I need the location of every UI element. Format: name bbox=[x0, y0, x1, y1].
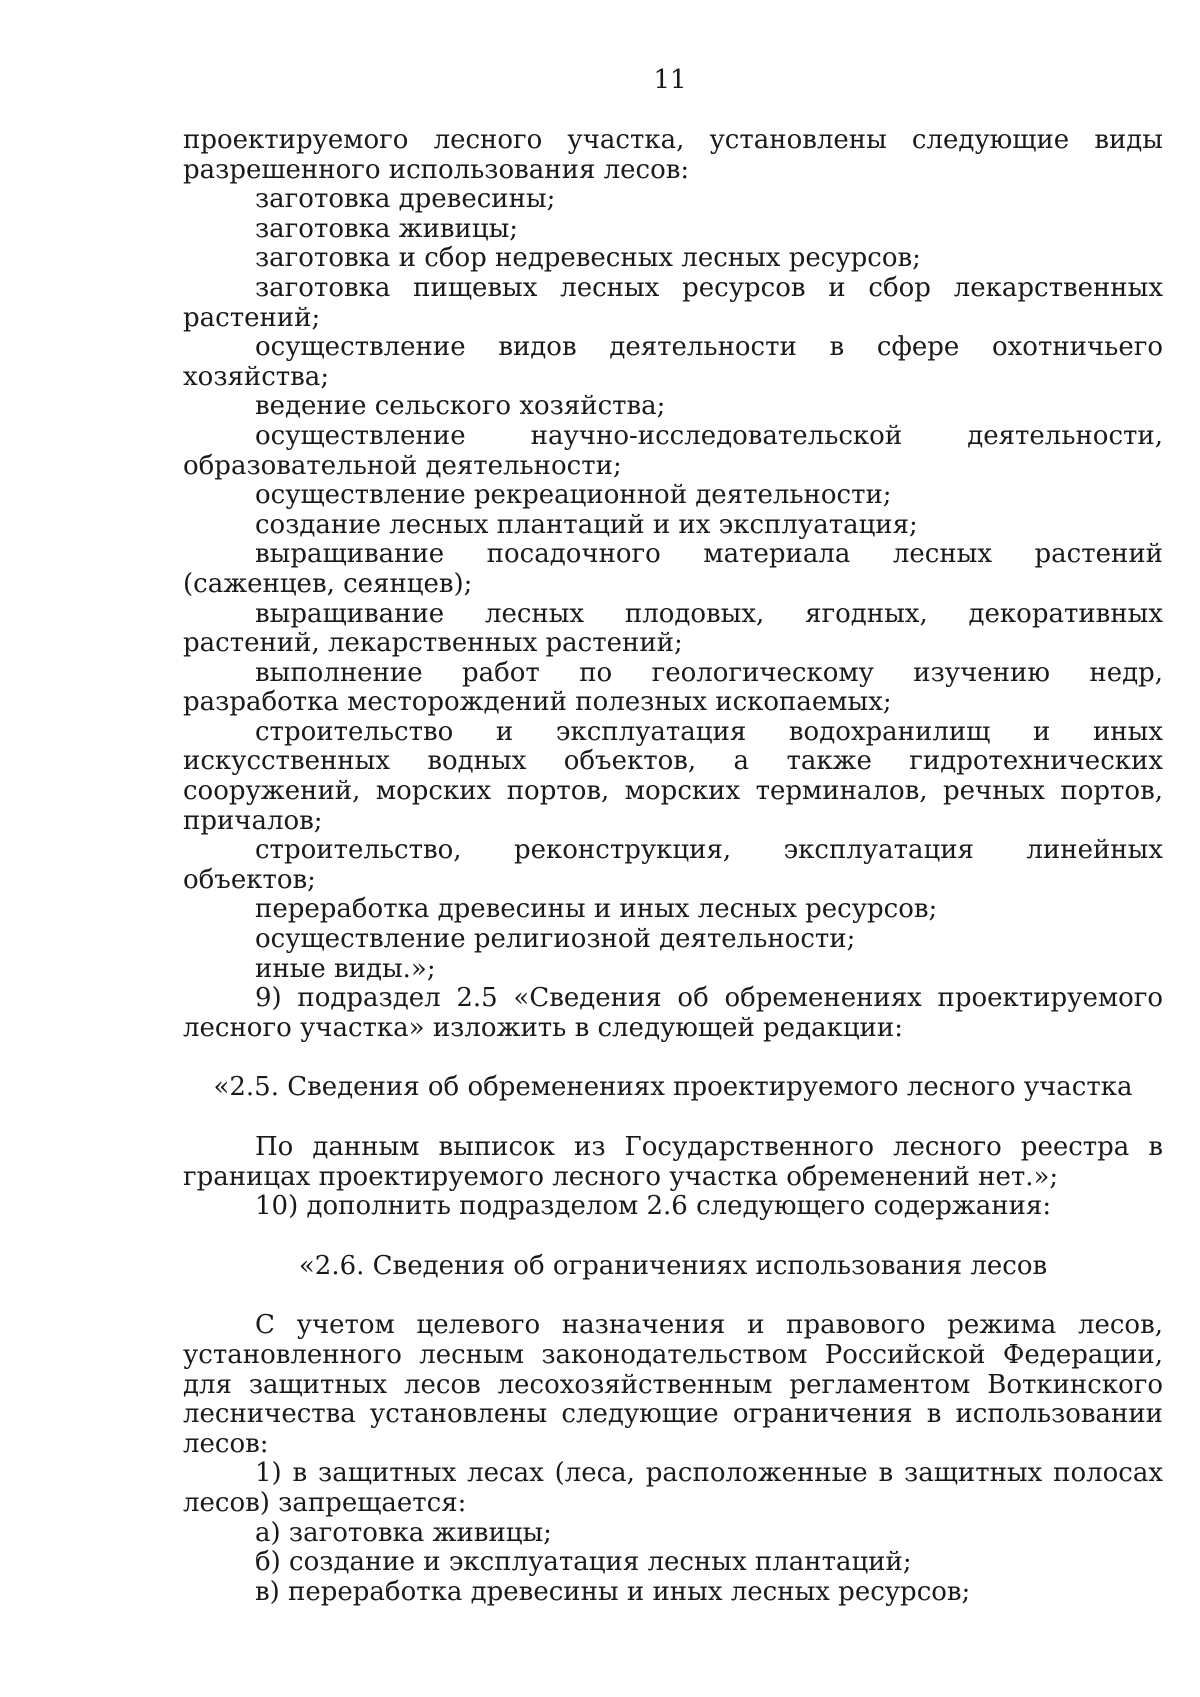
list-item: заготовка пищевых лесных ресурсов и сбор лекарственных растений; bbox=[183, 272, 1163, 333]
paragraph: По данным выписок из Государственного лесного реестра в границах проектируемого лесного участка обременений нет.»; bbox=[183, 1132, 1163, 1192]
list-item: осуществление религиозной деятельности; bbox=[255, 924, 856, 955]
list-item: а) заготовка живицы; bbox=[255, 1517, 552, 1548]
list-item: заготовка древесины; bbox=[255, 184, 556, 215]
list-item: осуществление научно-исследовательской деятельности, образовательной деятельности; bbox=[183, 420, 1163, 481]
amendment-paragraph: 10) дополнить подразделом 2.6 следующего содержания: bbox=[255, 1191, 1052, 1222]
page-number: 11 bbox=[653, 65, 687, 95]
section-heading-2-5: «2.5. Сведения об обременениях проектируемого лесного участка bbox=[213, 1072, 1133, 1103]
list-item: иные виды.»; bbox=[255, 953, 436, 984]
document-body bbox=[183, 126, 1163, 1607]
section-heading-2-6: «2.6. Сведения об ограничениях использования лесов bbox=[298, 1250, 1048, 1281]
list-item: строительство и эксплуатация водохранилищ и иных искусственных водных объектов, а также гидротехнических сооружений, морских портов, морских терминалов, речных портов, причалов; bbox=[183, 716, 1163, 836]
list-item: выращивание лесных плодовых, ягодных, декоративных растений, лекарственных растений; bbox=[183, 598, 1163, 659]
list-item: осуществление рекреационной деятельности; bbox=[255, 480, 892, 511]
list-item: создание лесных плантаций и их эксплуатация; bbox=[255, 509, 918, 540]
list-item: в) переработка древесины и иных лесных ресурсов; bbox=[255, 1576, 971, 1607]
list-item: строительство, реконструкция, эксплуатация линейных объектов; bbox=[183, 835, 1163, 895]
list-item: осуществление видов деятельности в сфере охотничьего хозяйства; bbox=[183, 332, 1163, 392]
list-item: ведение сельского хозяйства; bbox=[255, 391, 666, 422]
list-item: выполнение работ по геологическому изучению недр, разработка месторождений полезных ископаемых; bbox=[183, 657, 1163, 718]
list-item: б) создание и эксплуатация лесных плантаций; bbox=[255, 1547, 912, 1578]
paragraph: проектируемого лесного участка, установлены следующие виды разрешенного использования лесов: bbox=[183, 125, 1163, 185]
list-item: заготовка живицы; bbox=[255, 213, 519, 244]
paragraph: С учетом целевого назначения и правового режима лесов, установленного лесным законодательством Российской Федерации, для защитных лесов лесохозяйственным регламентом Воткинского лесничества установлены следующие ограничения в использовании лесов: bbox=[183, 1310, 1163, 1459]
amendment-paragraph: 9) подраздел 2.5 «Сведения об обременениях проектируемого лесного участка» изложить в следующей редакции: bbox=[183, 983, 1163, 1043]
list-item: выращивание посадочного материала лесных растений (саженцев, сеянцев); bbox=[183, 539, 1163, 599]
list-item: переработка древесины и иных лесных ресурсов; bbox=[255, 894, 938, 925]
list-item: заготовка и сбор недревесных лесных ресурсов; bbox=[255, 243, 921, 274]
paragraph: 1) в защитных лесах (леса, расположенные в защитных полосах лесов) запрещается: bbox=[183, 1458, 1163, 1518]
